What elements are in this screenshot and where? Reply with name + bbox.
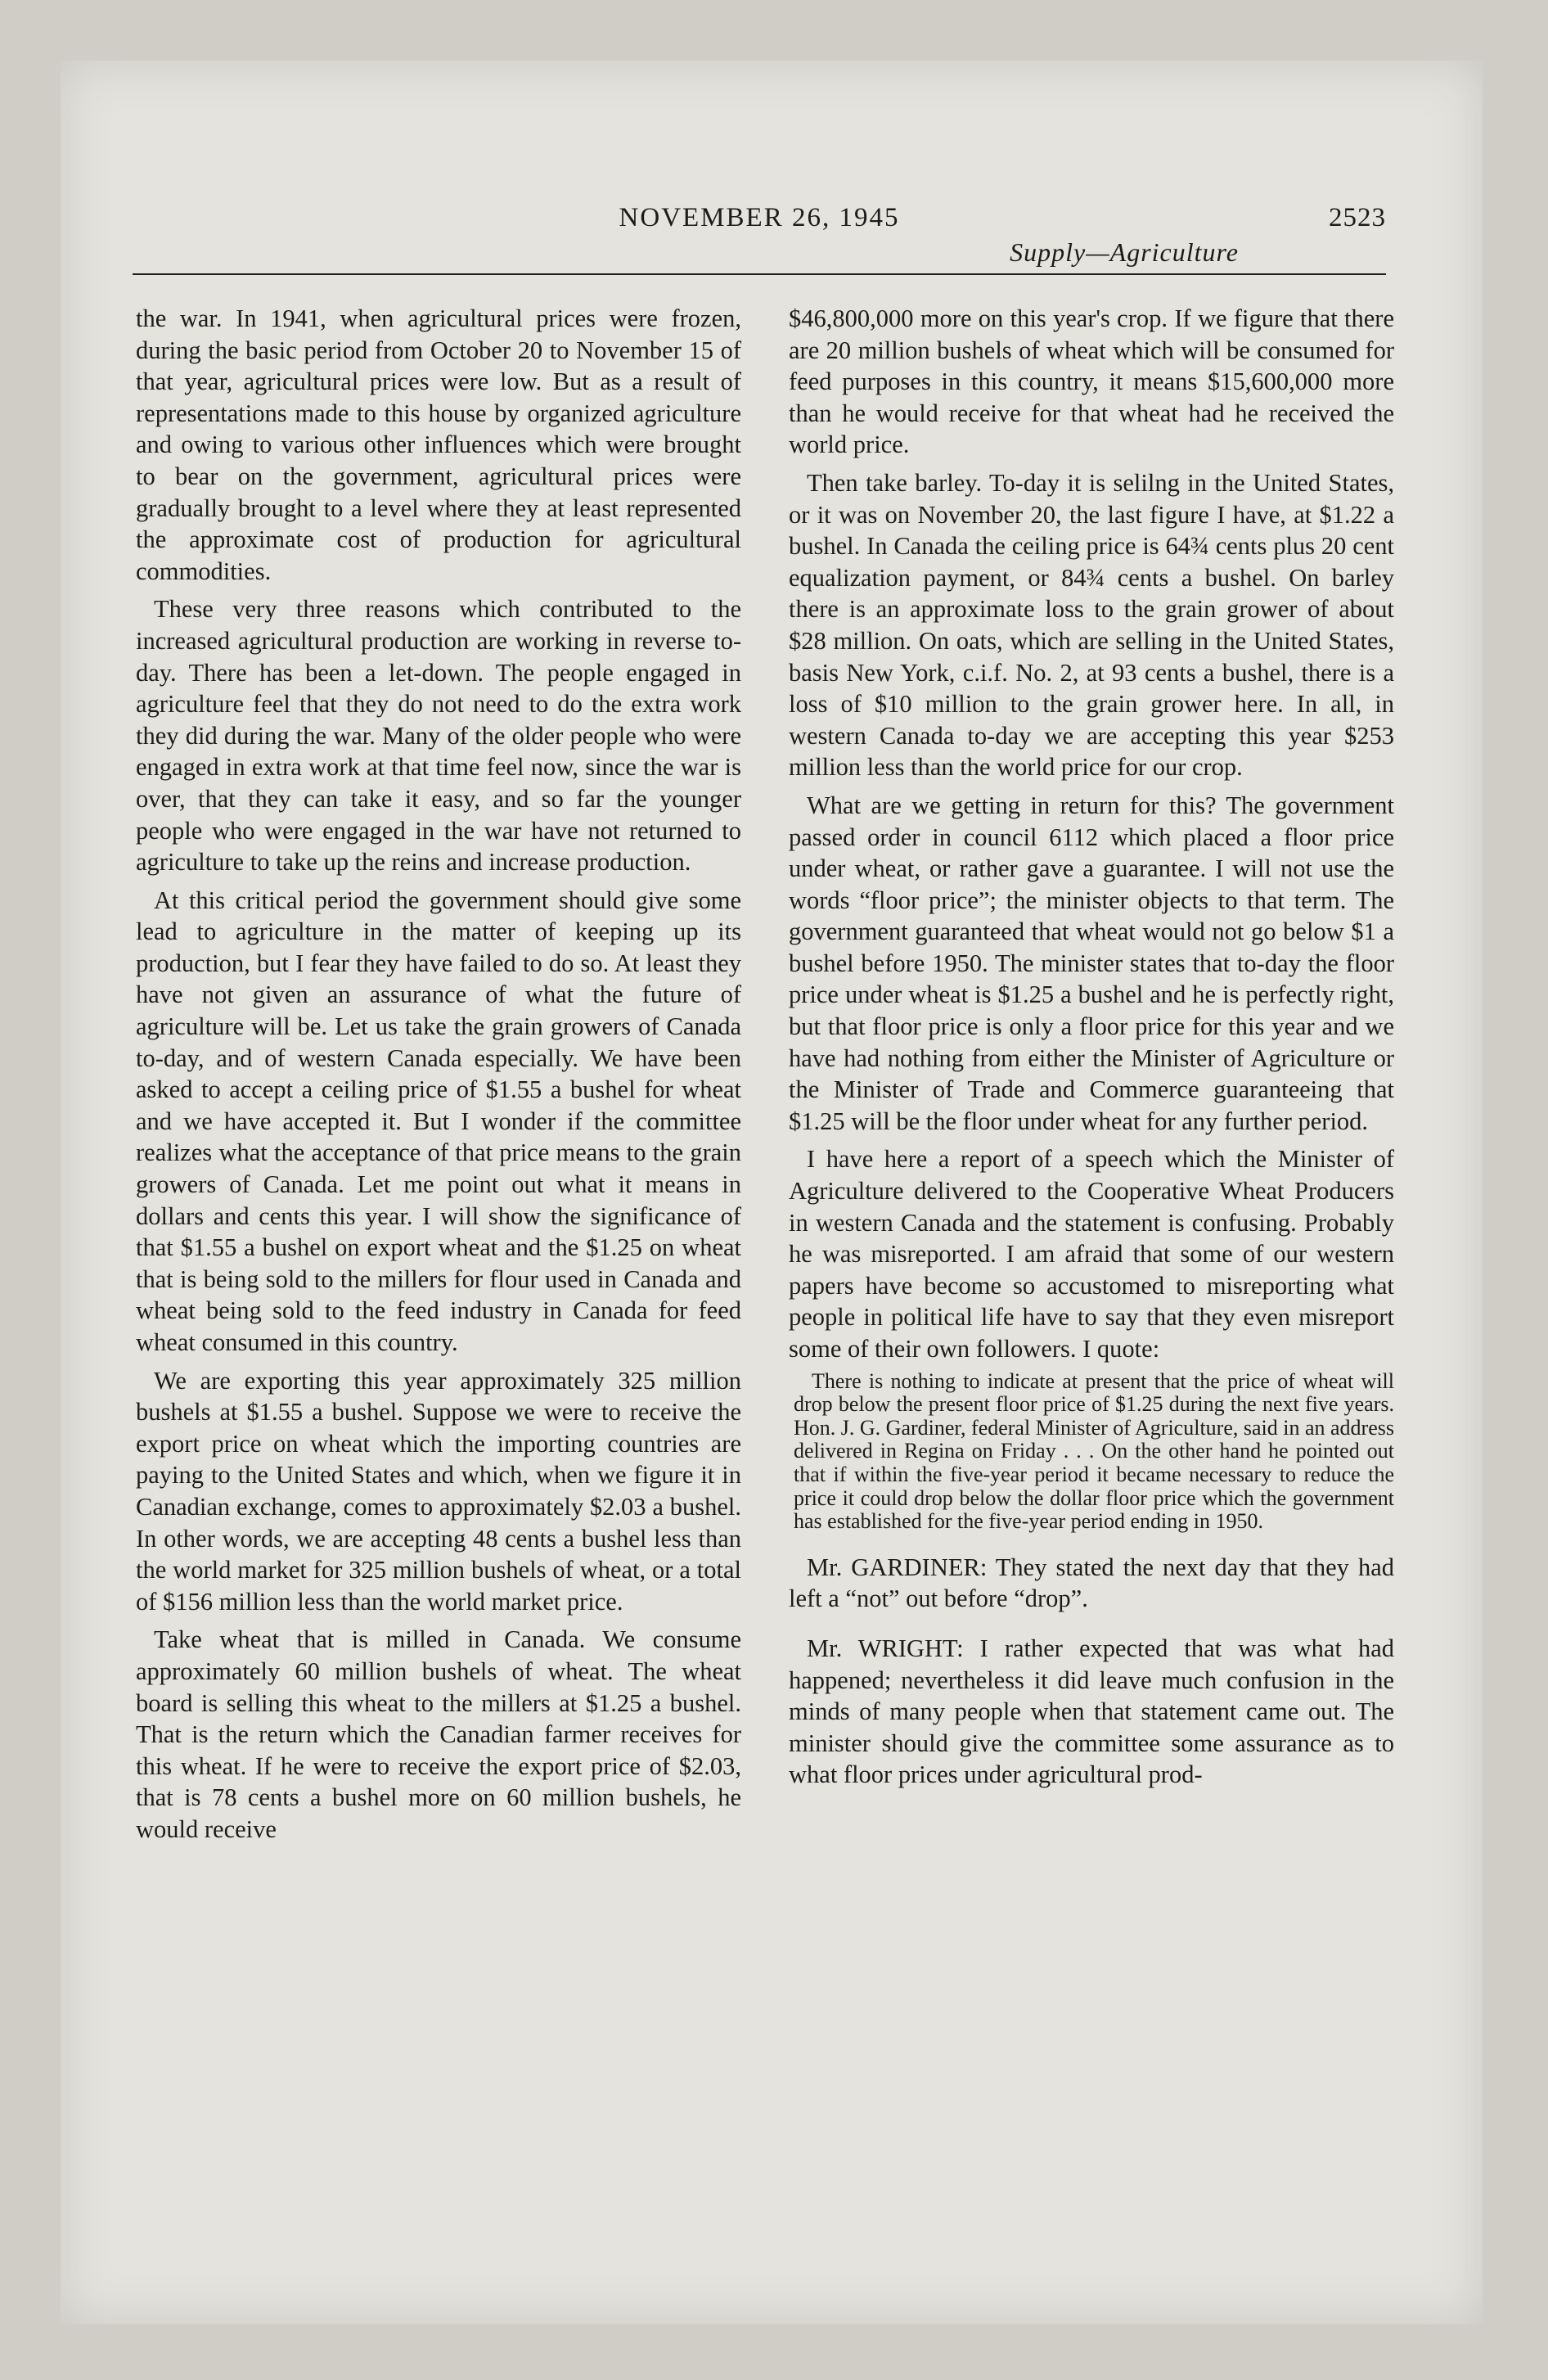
paragraph: Take wheat that is milled in Canada. We consume approximately 60 million bushels of wheat. The wheat board is selling this wheat to the millers at $1.25 a bushel. That is the return which the Canadian farmer receives for this wheat. If he were to receive the export price of $2.03, that is 78 cents a bushel more on 60 million bushels, he would receive xyxy=(136,1625,741,1843)
paragraph: We are exporting this year approximately 325 million bushels at $1.55 a bushel. Suppose we were to receive the export price on wheat which the importing countries are paying to the United States and which, when we figure it in Canadian exchange, comes to approximately $2.03 a bushel. In other words, we are accepting 48 cents a bushel less than the world market for 325 million bushels of wheat, or a total of $156 million less than the world market price. xyxy=(136,1366,741,1616)
header-date: NOVEMBER 26, 1945 xyxy=(619,203,900,232)
left-column xyxy=(136,303,741,2251)
quote-text: There is nothing to indicate at present that the price of wheat will drop below the present floor price of $1.25 during the next five years. Hon. J. G. Gardiner, federal Minister of Agriculture, said in an address delivered in Regina on Friday . . . On the other hand he pointed out that if within the five-year period it became necessary to reduce the price it could drop below the dollar floor price which the government has established for the five-year period ending in 1950. xyxy=(794,1368,1394,1534)
page-number: 2523 xyxy=(1329,203,1386,232)
paragraph: $46,800,000 more on this year's crop. If we figure that there are 20 million bushels of wheat which will be consumed for feed purposes in this country, it means $15,600,000 more than he would receive for that wheat had he received the world price. xyxy=(789,304,1394,459)
section-title: Supply—Agriculture xyxy=(1010,237,1239,267)
paragraph: At this critical period the government should give some lead to agriculture in the matter of keeping up its production, but I fear they have failed to do so. At least they have not given an assurance of what the future of agriculture will be. Let us take the grain growers of Canada to-day, and of western Canada especially. We have been asked to accept a ceiling price of $1.55 a bushel for wheat and we have accepted it. But I wonder if the committee realizes what the acceptance of that price means to the grain growers of Canada. Let me point out what it means in dollars and cents this year. I will show the significance of that $1.55 a bushel on export wheat and the $1.25 on wheat that is being sold to the millers for flour used in Canada and wheat being sold to the feed industry in Canada for feed wheat consumed in this country. xyxy=(136,886,741,1356)
block-quote xyxy=(789,1370,1394,1534)
paragraph-gardiner: Mr. GARDINER: They stated the next day that they had left a “not” out before “drop”. xyxy=(789,1553,1394,1613)
paragraph: the war. In 1941, when agricultural prices were frozen, during the basic period from October 20 to November 15 of that year, agricultural prices were low. But as a result of representations made to this house by organized agriculture and owing to various other influences which were brought to bear on the government, agricultural prices were gradually brought to a level where they at least represented the approximate cost of production for agricultural commodities. xyxy=(136,304,741,585)
page-header xyxy=(133,193,1386,275)
header-rule xyxy=(133,273,1386,275)
paragraph: I have here a report of a speech which the Minister of Agriculture delivered to the Cooperative Wheat Producers in western Canada and the statement is confusing. Probably he was misreported. I am afraid that some of our western papers have become so accustomed to misreporting what people in political life have to say that they even misreport some of their own followers. I quote: xyxy=(789,1145,1394,1363)
right-column xyxy=(789,303,1394,2251)
paragraph-wright: Mr. WRIGHT: I rather expected that was what had happened; nevertheless it did leave much confusion in the minds of many people when that statement came out. The minister should give the committee some assurance as to what floor prices under agricultural prod- xyxy=(789,1634,1394,1789)
paragraph: These very three reasons which contributed to the increased agricultural production are working in reverse to-day. There has been a let-down. The people engaged in agriculture feel that they do not need to do the extra work they did during the war. Many of the older people who were engaged in extra work at that time feel now, since the war is over, that they can take it easy, and so far the younger people who were engaged in the war have not returned to agriculture to take up the reins and increase production. xyxy=(136,595,741,877)
paragraph: Then take barley. To-day it is selilng in the United States, or it was on November 20, the last figure I have, at $1.22 a bushel. In Canada the ceiling price is 64¾ cents plus 20 cent equalization payment, or 84¾ cents a bushel. On barley there is an approximate loss to the grain grower of about $28 million. On oats, which are selling in the United States, basis New York, c.i.f. No. 2, at 93 cents a bushel, there is a loss of $10 million to the grain grower here. In all, in western Canada to-day we are accepting this year $253 million less than the world price for our crop. xyxy=(789,468,1394,782)
paragraph: What are we getting in return for this? The government passed order in council 6112 which placed a floor price under wheat, or rather gave a guarantee. I will not use the words “floor price”; the minister objects to that term. The government guaranteed that wheat would not go below $1 a bushel before 1950. The minister states that to-day the floor price under wheat is $1.25 a bushel and he is perfectly right, but that floor price is only a floor price for this year and we have had nothing from either the Minister of Agriculture or the Minister of Trade and Commerce guaranteeing that $1.25 will be the floor under wheat for any further period. xyxy=(789,791,1394,1135)
